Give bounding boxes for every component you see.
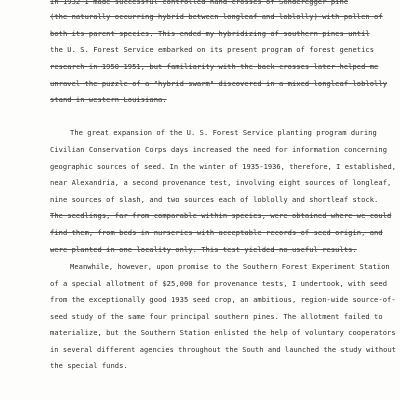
text-line-11: near Alexandria, a second provenance test, involving eight sources of longleaf, xyxy=(50,178,392,187)
text-line-8: The great expansion of the U. S. Forest Service planting program during xyxy=(70,128,377,137)
text-line-3: both its parent species. This ended my hybridizing of southern pines until xyxy=(50,29,370,38)
text-line-17: of a special allotment of $25,000 for provenance tests, I undertook, with seed xyxy=(50,279,388,288)
text-line-19: seed study of the same four principal southern pines. The allotment failed to xyxy=(50,312,383,321)
text-line-20: materialize, but the Southern Station enlisted the help of voluntary cooperators xyxy=(50,328,396,337)
text-line-16: Meanwhile, however, upon promise to the Southern Forest Experiment Station xyxy=(70,262,390,271)
text-line-18: from the exceptionally good 1935 seed crop, an ambitious, region-wide source-of- xyxy=(50,295,396,304)
text-line-6: unravel the puzzle of a "hybrid swarm" discovered in a mixed longleaf-loblolly xyxy=(50,79,388,88)
text-line-1: In 1932 I made successful controlled hand-crosses of Sonderegger pine xyxy=(50,0,349,6)
text-line-9: Civilian Conservation Corps days increased the need for information concerning xyxy=(50,145,388,154)
text-line-13: The seedlings, far from comparable within species, were obtained where we could xyxy=(50,211,392,220)
text-line-14: find them, from beds in nurseries with acceptable records of seed origin, and xyxy=(50,228,383,237)
text-line-4: the U. S. Forest Service embarked on its present program of forest genetics xyxy=(50,45,375,54)
text-line-2: (the naturally occurring hybrid between longleaf and loblolly) with pollen of xyxy=(50,12,383,21)
text-line-12: nine sources of slash, and two sources each of loblolly and shortleaf stock. xyxy=(50,195,379,204)
text-line-22: the special funds. xyxy=(50,361,128,370)
text-line-10: geographic sources of seed. In the winter of 1935-1936, therefore, I established, xyxy=(50,162,396,171)
text-line-21: in several different agencies throughout the South and launched the study without xyxy=(50,345,396,354)
text-line-5: research in 1950-1951, but familiarity with the back-crosses later helped me xyxy=(50,62,379,71)
text-line-15: were planted in one locality only. This test yielded no useful results. xyxy=(50,245,357,254)
text-line-7: stand in western Louisiana. xyxy=(50,95,167,104)
